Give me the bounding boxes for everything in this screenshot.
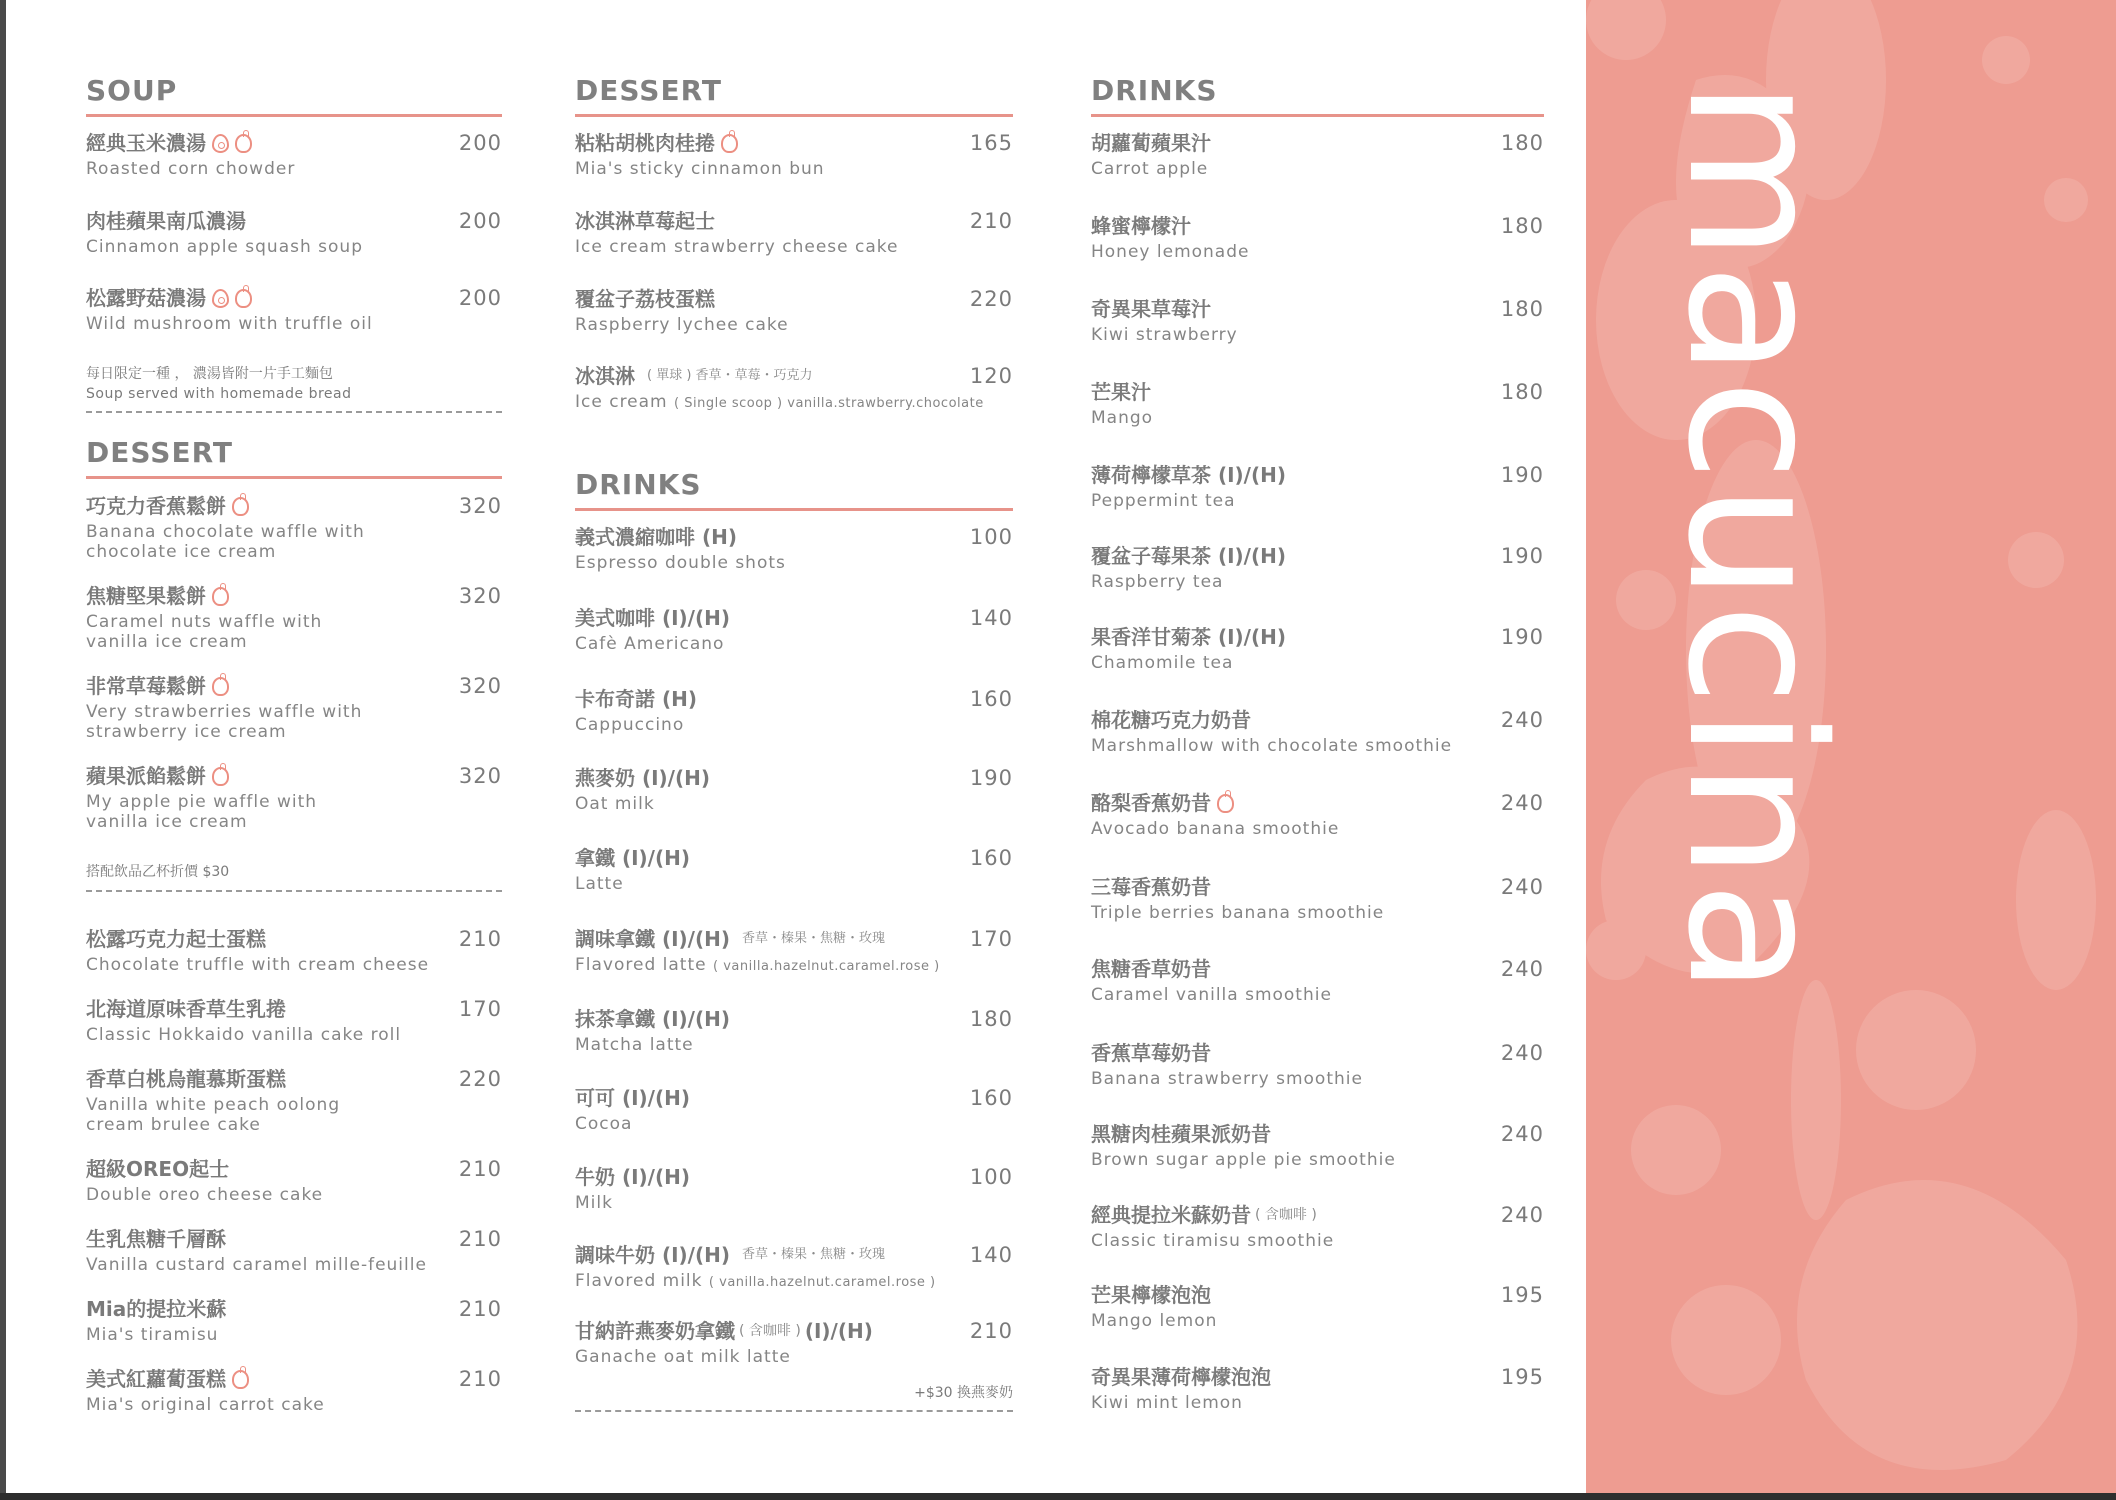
item-name-zh: 美式咖啡 (I)/(H) — [575, 606, 731, 630]
item-name-en: Cinnamon apple squash soup — [86, 237, 363, 257]
dashed-divider — [86, 890, 502, 892]
item-name-en: Avocado banana smoothie — [1091, 819, 1340, 839]
item-name-en: Ganache oat milk latte — [575, 1347, 791, 1367]
item-name-zh: 酪梨香蕉奶昔 — [1091, 791, 1211, 815]
milk-icon — [212, 677, 229, 696]
item-price: 200 — [458, 131, 502, 155]
item-name-zh: 冰淇淋草莓起士 — [575, 209, 715, 233]
item-price: 160 — [969, 846, 1013, 870]
item-name-en: Mia's sticky cinnamon bun — [575, 159, 825, 179]
item-name-zh: 焦糖香草奶昔 — [1091, 957, 1211, 981]
item-name-zh: 超級OREO起士 — [86, 1157, 230, 1181]
item-price: 320 — [458, 584, 502, 608]
item-price: 190 — [1500, 463, 1544, 487]
item-price: 160 — [969, 687, 1013, 711]
item-name-zh: 薄荷檸檬草茶 (I)/(H) — [1091, 463, 1287, 487]
menu-item — [1091, 213, 1544, 262]
item-name-zh: 燕麥奶 (I)/(H) — [575, 766, 711, 790]
menu-item — [1091, 956, 1544, 1005]
menu-item — [1091, 874, 1544, 923]
item-name-zh: 冰淇淋 — [575, 364, 635, 388]
item-option-en: ( vanilla.hazelnut.caramel.rose ) — [713, 959, 940, 974]
item-name-zh: 三莓香蕉奶昔 — [1091, 875, 1211, 899]
item-name-en: Vanilla custard caramel mille-feuille — [86, 1255, 427, 1275]
item-price: 220 — [458, 1067, 502, 1091]
item-name-zh: 松露巧克力起士蛋糕 — [86, 927, 266, 951]
item-name-en: Kiwi strawberry — [1091, 325, 1238, 345]
item-name-zh: 芒果檸檬泡泡 — [1091, 1283, 1211, 1307]
item-price: 190 — [969, 766, 1013, 790]
item-name-zh: 棉花糖巧克力奶昔 — [1091, 708, 1251, 732]
menu-item — [575, 1318, 1013, 1367]
section-heading-drinks: DRINKS — [1091, 76, 1544, 117]
item-price: 240 — [1500, 957, 1544, 981]
dashed-divider — [86, 411, 502, 413]
item-price: 240 — [1500, 1203, 1544, 1227]
menu-item — [86, 1226, 502, 1275]
item-option-zh: ( 含咖啡 ) — [739, 1323, 801, 1339]
item-price: 120 — [969, 364, 1013, 388]
item-price: 170 — [458, 997, 502, 1021]
menu-item — [1091, 1202, 1544, 1251]
item-name-en: Chocolate truffle with cream cheese — [86, 955, 430, 975]
item-name-zh: 經典提拉米蘇奶昔 — [1091, 1203, 1251, 1227]
menu-item — [575, 363, 1013, 414]
item-price: 200 — [458, 286, 502, 310]
item-price: 100 — [969, 525, 1013, 549]
menu-item — [575, 1242, 1013, 1293]
menu-item — [86, 763, 502, 832]
item-name-en: Kiwi mint lemon — [1091, 1393, 1243, 1413]
item-price: 165 — [969, 131, 1013, 155]
menu-item — [1091, 296, 1544, 345]
item-name-en: Espresso double shots — [575, 553, 786, 573]
item-name-zh: 可可 (I)/(H) — [575, 1086, 691, 1110]
item-name-zh: 香草白桃烏龍慕斯蛋糕 — [86, 1067, 286, 1091]
item-name-zh: 香蕉草莓奶昔 — [1091, 1041, 1211, 1065]
item-name-zh: 胡蘿蔔蘋果汁 — [1091, 131, 1211, 155]
menu-item — [1091, 1040, 1544, 1089]
item-name-zh: 抹茶拿鐵 (I)/(H) — [575, 1007, 731, 1031]
item-name-zh: 牛奶 (I)/(H) — [575, 1165, 691, 1189]
item-name-en: My apple pie waffle with vanilla ice cream — [86, 792, 318, 832]
item-name-en: Chamomile tea — [1091, 653, 1234, 673]
menu-item — [1091, 379, 1544, 428]
menu-item — [1091, 1121, 1544, 1170]
menu-item — [575, 130, 1013, 179]
soup-note — [86, 364, 502, 404]
item-price: 240 — [1500, 708, 1544, 732]
item-name-zh: 拿鐵 (I)/(H) — [575, 846, 691, 870]
item-name-en: Very strawberries waffle with strawberry ice cream — [86, 702, 363, 742]
menu-item — [86, 1296, 502, 1345]
item-name-en: Mango lemon — [1091, 1311, 1218, 1331]
menu-item — [1091, 130, 1544, 179]
menu-item — [1091, 462, 1544, 511]
item-name-en: Cafè Americano — [575, 634, 725, 654]
item-name-zh: 經典玉米濃湯 — [86, 131, 206, 155]
item-name-en: Milk — [575, 1193, 613, 1213]
item-name-zh: 北海道原味香草生乳捲 — [86, 997, 286, 1021]
item-name-en: Oat milk — [575, 794, 655, 814]
item-name-zh: 黑糖肉桂蘋果派奶昔 — [1091, 1122, 1271, 1146]
menu-item — [575, 926, 1013, 977]
item-name-zh: 覆盆子莓果茶 (I)/(H) — [1091, 544, 1287, 568]
bottom-bar — [0, 1493, 2116, 1500]
item-name-zh: 調味拿鐵 (I)/(H) — [575, 927, 731, 951]
menu-item — [86, 130, 502, 179]
item-name-zh: 卡布奇諾 (H) — [575, 687, 697, 711]
item-option-zh: ( 含咖啡 ) — [1255, 1207, 1317, 1223]
egg-icon — [212, 134, 229, 153]
item-name-zh: 甘納許燕麥奶拿鐵 — [575, 1319, 735, 1343]
item-price: 195 — [1500, 1365, 1544, 1389]
menu-item — [1091, 790, 1544, 839]
menu-item — [86, 1156, 502, 1205]
menu-item — [1091, 707, 1544, 756]
item-option-zh: 香草・榛果・焦糖・玫瑰 — [742, 931, 886, 946]
item-price: 240 — [1500, 1041, 1544, 1065]
item-name-en: Banana chocolate waffle with chocolate ice cream — [86, 522, 365, 562]
item-price: 210 — [458, 927, 502, 951]
item-name-zh: 生乳焦糖千層酥 — [86, 1227, 226, 1251]
item-option-en: ( vanilla.hazelnut.caramel.rose ) — [708, 1275, 936, 1290]
menu-item — [575, 686, 1013, 735]
menu-item — [1091, 543, 1544, 592]
item-name-en: Marshmallow with chocolate smoothie — [1091, 736, 1453, 756]
item-name-en: Caramel nuts waffle with vanilla ice cream — [86, 612, 323, 652]
milk-icon — [1217, 794, 1234, 813]
item-price: 140 — [969, 606, 1013, 630]
section-heading-dessert: DESSERT — [86, 438, 502, 479]
item-price: 195 — [1500, 1283, 1544, 1307]
item-name-zh: 蜂蜜檸檬汁 — [1091, 214, 1191, 238]
item-price: 210 — [458, 1227, 502, 1251]
item-price: 180 — [1500, 131, 1544, 155]
milk-icon — [232, 497, 249, 516]
item-price: 190 — [1500, 625, 1544, 649]
menu-item — [575, 765, 1013, 814]
menu-item — [86, 996, 502, 1045]
item-name-en: Double oreo cheese cake — [86, 1185, 324, 1205]
item-name-en: Matcha latte — [575, 1035, 694, 1055]
item-name-en: Classic tiramisu smoothie — [1091, 1231, 1335, 1251]
item-name-zh: 蘋果派餡鬆餅 — [86, 764, 206, 788]
item-price: 190 — [1500, 544, 1544, 568]
menu-item — [575, 1085, 1013, 1134]
item-temp-zh: (I)/(H) — [804, 1319, 873, 1343]
item-name-zh: Mia的提拉米蘇 — [86, 1297, 227, 1321]
item-name-en: Ice cream strawberry cheese cake — [575, 237, 899, 257]
menu-item — [1091, 624, 1544, 673]
menu-item — [575, 286, 1013, 335]
menu-item — [86, 493, 502, 562]
menu-item — [575, 605, 1013, 654]
item-name-en: Peppermint tea — [1091, 491, 1236, 511]
item-name-en: Triple berries banana smoothie — [1091, 903, 1385, 923]
item-price: 180 — [969, 1007, 1013, 1031]
item-name-en: Carrot apple — [1091, 159, 1209, 179]
menu-item — [575, 208, 1013, 257]
milk-icon — [212, 767, 229, 786]
item-name-zh: 調味牛奶 (I)/(H) — [575, 1243, 731, 1267]
menu-item — [86, 1366, 502, 1415]
item-name-en: Vanilla white peach oolong cream brulee cake — [86, 1095, 341, 1135]
item-price: 200 — [458, 209, 502, 233]
oat-milk-note: +$30 換燕麥奶 — [914, 1385, 1013, 1401]
milk-icon — [235, 134, 252, 153]
soup-note-zh: 每日限定一種 ， 濃湯皆附一片手工麵包 — [86, 366, 333, 382]
dashed-divider — [575, 1410, 1013, 1412]
item-name-en: Flavored milk — [575, 1271, 703, 1291]
menu-page — [6, 0, 1586, 1493]
waffle-note: 搭配飲品乙杯折價 $30 — [86, 864, 230, 880]
milk-icon — [212, 587, 229, 606]
menu-item — [575, 1006, 1013, 1055]
item-name-en: Honey lemonade — [1091, 242, 1250, 262]
item-name-en: Raspberry lychee cake — [575, 315, 789, 335]
menu-item — [1091, 1282, 1544, 1331]
brand-logo: macucina — [1647, 80, 1864, 998]
menu-item — [575, 845, 1013, 894]
item-price: 320 — [458, 764, 502, 788]
menu-item — [86, 926, 502, 975]
section-heading-soup: SOUP — [86, 76, 502, 117]
item-price: 170 — [969, 927, 1013, 951]
milk-icon — [232, 1370, 249, 1389]
item-name-en: Wild mushroom with truffle oil — [86, 314, 373, 334]
section-heading-drinks: DRINKS — [575, 470, 1013, 511]
egg-icon — [212, 289, 229, 308]
item-price: 320 — [458, 674, 502, 698]
item-name-en: Roasted corn chowder — [86, 159, 296, 179]
item-name-zh: 粘粘胡桃肉桂捲 — [575, 131, 715, 155]
item-option-en: ( Single scoop ) vanilla.strawberry.chocolate — [674, 396, 984, 411]
item-price: 320 — [458, 494, 502, 518]
menu-item — [575, 1164, 1013, 1213]
item-name-zh: 奇異果草莓汁 — [1091, 297, 1211, 321]
item-name-en: Brown sugar apple pie smoothie — [1091, 1150, 1396, 1170]
item-price: 240 — [1500, 1122, 1544, 1146]
item-name-en: Mia's original carrot cake — [86, 1395, 325, 1415]
item-name-zh: 巧克力香蕉鬆餅 — [86, 494, 226, 518]
milk-icon — [235, 289, 252, 308]
section-heading-dessert: DESSERT — [575, 76, 1013, 117]
item-name-zh: 芒果汁 — [1091, 380, 1151, 404]
item-price: 210 — [969, 1319, 1013, 1343]
item-price: 160 — [969, 1086, 1013, 1110]
item-name-zh: 美式紅蘿蔔蛋糕 — [86, 1367, 226, 1391]
item-name-en: Mia's tiramisu — [86, 1325, 219, 1345]
milk-icon — [721, 134, 738, 153]
item-name-en: Cappuccino — [575, 715, 685, 735]
item-name-en: Mango — [1091, 408, 1154, 428]
menu-item — [86, 285, 502, 334]
item-price: 210 — [458, 1367, 502, 1391]
menu-item — [86, 208, 502, 257]
item-name-en: Cocoa — [575, 1114, 633, 1134]
item-option-zh: ( 單球 ) 香草・草莓・巧克力 — [647, 368, 813, 383]
item-price: 210 — [458, 1157, 502, 1181]
menu-item — [575, 524, 1013, 573]
item-name-en: Classic Hokkaido vanilla cake roll — [86, 1025, 402, 1045]
menu-item — [86, 673, 502, 742]
item-price: 220 — [969, 287, 1013, 311]
item-price: 210 — [458, 1297, 502, 1321]
item-name-zh: 奇異果薄荷檸檬泡泡 — [1091, 1365, 1271, 1389]
item-name-zh: 果香洋甘菊茶 (I)/(H) — [1091, 625, 1287, 649]
item-name-zh: 覆盆子荔枝蛋糕 — [575, 287, 715, 311]
menu-item — [86, 583, 502, 652]
item-price: 140 — [969, 1243, 1013, 1267]
item-name-en: Flavored latte — [575, 955, 707, 975]
item-name-en: Caramel vanilla smoothie — [1091, 985, 1332, 1005]
item-price: 180 — [1500, 380, 1544, 404]
item-option-zh: 香草・榛果・焦糖・玫瑰 — [742, 1247, 886, 1262]
item-name-zh: 肉桂蘋果南瓜濃湯 — [86, 209, 246, 233]
item-name-en: Raspberry tea — [1091, 572, 1224, 592]
menu-item — [86, 1066, 502, 1135]
brand-panel — [1586, 0, 2116, 1493]
item-name-zh: 非常草莓鬆餅 — [86, 674, 206, 698]
item-price: 180 — [1500, 214, 1544, 238]
item-name-en: Ice cream — [575, 392, 668, 412]
menu-item — [1091, 1364, 1544, 1413]
item-price: 240 — [1500, 791, 1544, 815]
item-name-zh: 焦糖堅果鬆餅 — [86, 584, 206, 608]
item-price: 180 — [1500, 297, 1544, 321]
item-name-zh: 松露野菇濃湯 — [86, 286, 206, 310]
item-name-en: Latte — [575, 874, 624, 894]
item-name-en: Banana strawberry smoothie — [1091, 1069, 1363, 1089]
item-price: 210 — [969, 209, 1013, 233]
item-price: 100 — [969, 1165, 1013, 1189]
soup-note-en: Soup served with homemade bread — [86, 386, 352, 402]
item-price: 240 — [1500, 875, 1544, 899]
item-name-zh: 義式濃縮咖啡 (H) — [575, 525, 737, 549]
